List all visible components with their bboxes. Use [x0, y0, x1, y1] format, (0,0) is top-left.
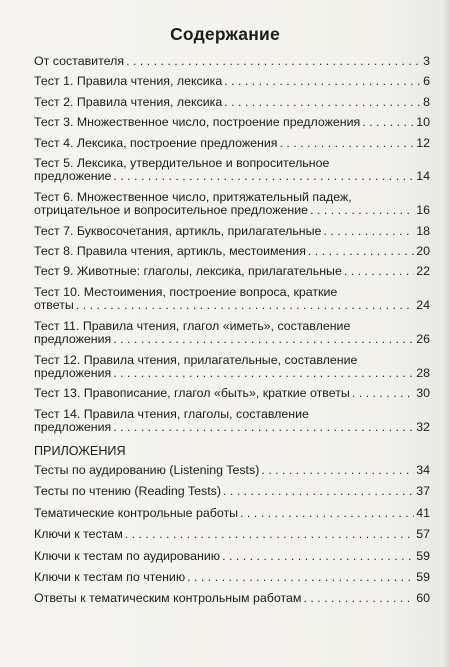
toc-entry: [34, 485, 430, 498]
toc-entry: [34, 408, 430, 435]
dot-leader: [125, 528, 414, 541]
toc-entry-label: отрицательное и вопросительное предложение: [34, 203, 309, 218]
dot-leader: [323, 225, 414, 238]
toc-entry-label: Тесты по аудированию (Listening Tests): [34, 462, 260, 477]
dot-leader: [113, 421, 414, 434]
dot-leader: [310, 204, 414, 217]
toc-page-number: 60: [416, 591, 430, 606]
toc-entry-line: [34, 333, 430, 346]
toc-entry-line: [34, 528, 430, 541]
toc-page-number: 12: [416, 135, 430, 150]
toc-entry: [34, 528, 430, 541]
dot-leader: [187, 571, 414, 584]
table-of-contents: [34, 55, 430, 614]
dot-leader: [223, 485, 414, 498]
toc-entry: [34, 592, 430, 605]
toc-entry-label: Тест 9. Животные: глаголы, лексика, прилагательные: [34, 264, 342, 279]
toc-page-number: 16: [416, 203, 430, 218]
toc-entry-line: [34, 170, 430, 183]
toc-entry: [34, 191, 430, 218]
toc-entry-label: предложение: [34, 169, 112, 184]
toc-entry-line: [34, 225, 430, 238]
toc-page-number: 59: [416, 548, 430, 563]
dot-leader: [303, 592, 414, 605]
toc-page-number: 3: [423, 54, 430, 68]
toc-entry: [34, 137, 430, 150]
toc-entry-line: [34, 550, 430, 563]
toc-entry-label: Тесты по чтению (Reading Tests): [34, 484, 221, 499]
toc-entry-line: [34, 265, 430, 278]
toc-page-number: 32: [416, 420, 430, 435]
toc-entry: [34, 354, 430, 381]
dot-leader: [261, 464, 414, 477]
toc-entry-label: Ключи к тестам по чтению: [34, 569, 186, 584]
appendix-heading: ПРИЛОЖЕНИЯ: [34, 443, 126, 458]
toc-entry-line: [34, 485, 430, 498]
toc-entry-label: Тест 13. Правописание, глагол «быть», краткие ответы: [34, 386, 350, 401]
toc-entry-line: [34, 299, 430, 312]
dot-leader: [113, 367, 414, 380]
toc-page-number: 37: [416, 484, 430, 499]
dot-leader: [280, 137, 415, 150]
toc-entry-text-line: Тест 14. Правила чтения, глаголы, составление: [34, 406, 309, 421]
toc-page-number: 14: [416, 169, 430, 184]
toc-entry-text-line: Тест 6. Множественное число, притяжательный падеж,: [34, 189, 352, 204]
toc-page-number: 20: [416, 244, 430, 259]
dot-leader: [308, 245, 414, 258]
toc-entry: [34, 464, 430, 477]
toc-entry-line: [34, 204, 430, 217]
toc-page-number: 26: [416, 332, 430, 347]
toc-page-number: 41: [416, 505, 430, 520]
toc-entry-label: От составителя: [34, 54, 125, 68]
dot-leader: [240, 507, 414, 520]
toc-entry-line: [34, 421, 430, 434]
toc-page-number: 34: [416, 462, 430, 477]
toc-entry: [34, 75, 430, 88]
toc-entry: [34, 55, 430, 68]
toc-entry: [34, 550, 430, 563]
toc-entry-line: [34, 75, 430, 88]
toc-entry: [34, 116, 430, 129]
toc-page-number: 22: [416, 264, 430, 279]
toc-entry: [34, 387, 430, 400]
toc-entry: [34, 320, 430, 347]
dot-leader: [362, 116, 414, 129]
dot-leader: [224, 75, 421, 88]
toc-entry-label: Тематические контрольные работы: [34, 505, 239, 520]
dot-leader: [222, 550, 414, 563]
toc-entry-label: Тест 2. Правила чтения, лексика: [34, 94, 223, 109]
toc-entry-line: [34, 464, 430, 477]
dot-leader: [352, 387, 414, 400]
toc-entry-line: [34, 137, 430, 150]
toc-entry-line: [34, 96, 430, 109]
toc-entry-line: [34, 571, 430, 584]
toc-page-number: 57: [416, 527, 430, 542]
dot-leader: [224, 96, 421, 109]
toc-page-number: 10: [416, 115, 430, 130]
toc-entry-label: предложения: [34, 332, 112, 347]
dot-leader: [76, 299, 414, 312]
dot-leader: [344, 265, 414, 278]
toc-page-number: 18: [416, 223, 430, 238]
toc-entry: [34, 507, 430, 520]
toc-entry-label: предложения: [34, 420, 112, 435]
toc-entry-text-line: Тест 5. Лексика, утвердительное и вопросительное: [34, 156, 330, 171]
toc-entries: [34, 55, 430, 435]
toc-entry: [34, 286, 430, 313]
toc-page-number: 59: [416, 569, 430, 584]
appendix-entries: [34, 464, 430, 606]
toc-entry: [34, 571, 430, 584]
toc-entry-label: ответы: [34, 298, 74, 313]
page-title: Содержание: [170, 24, 280, 44]
toc-entry-label: Ответы к тематическим контрольным работам: [34, 591, 302, 606]
toc-entry-line: [34, 116, 430, 129]
toc-page-number: 6: [423, 74, 430, 89]
toc-entry-line: [34, 245, 430, 258]
toc-entry: [34, 245, 430, 258]
toc-entry-label: Ключи к тестам: [34, 527, 123, 542]
toc-entry-line: [34, 55, 430, 68]
toc-entry-label: предложения: [34, 365, 112, 380]
toc-entry-label: Тест 4. Лексика, построение предложения: [34, 135, 278, 150]
toc-entry-label: Тест 8. Правила чтения, артикль, местоимения: [34, 244, 306, 259]
page-edge: [444, 0, 450, 667]
toc-entry-text-line: Тест 11. Правила чтения, глагол «иметь», составление: [34, 318, 351, 333]
toc-page-number: 28: [416, 365, 430, 380]
toc-entry: [34, 96, 430, 109]
toc-entry: [34, 157, 430, 184]
toc-entry-text-line: Тест 12. Правила чтения, прилагательные, составление: [34, 352, 358, 367]
toc-entry: [34, 265, 430, 278]
toc-entry: [34, 225, 430, 238]
toc-entry-label: Тест 3. Множественное число, построение предложения: [34, 115, 361, 130]
toc-entry-label: Тест 7. Буквосочетания, артикль, прилагательные: [34, 223, 322, 238]
toc-entry-label: Ключи к тестам по аудированию: [34, 548, 221, 563]
toc-page-number: 30: [416, 386, 430, 401]
dot-leader: [126, 55, 421, 68]
toc-entry-label: Тест 1. Правила чтения, лексика: [34, 74, 223, 89]
toc-entry-line: [34, 592, 430, 605]
toc-entry-line: [34, 387, 430, 400]
toc-page-number: 24: [416, 298, 430, 313]
toc-page-number: 8: [423, 94, 430, 109]
toc-entry-line: [34, 367, 430, 380]
dot-leader: [113, 170, 414, 183]
toc-entry-line: [34, 507, 430, 520]
toc-entry-text-line: Тест 10. Местоимения, построение вопроса, краткие: [34, 284, 338, 299]
dot-leader: [113, 333, 414, 346]
